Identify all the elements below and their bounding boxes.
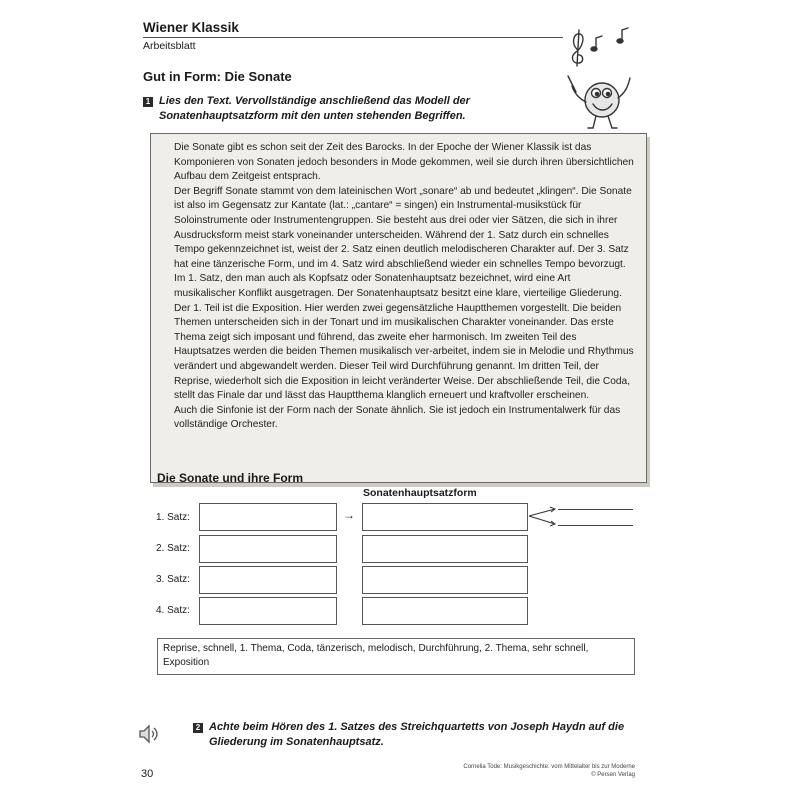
task-2-line-2: Gliederung im Sonatenhauptsatz.: [209, 736, 384, 748]
sonata-form-column-heading: Sonatenhauptsatzform: [363, 487, 477, 499]
task-1-line-2: Sonatenhauptsatzform mit den unten stehenden Begriffen.: [159, 110, 466, 122]
satz-3-input[interactable]: [199, 566, 337, 594]
sonatenhauptsatz-input[interactable]: [362, 503, 528, 531]
sonatenhauptsatz-input[interactable]: [362, 597, 528, 625]
form-section-title: Die Sonate und ihre Form: [157, 471, 304, 485]
task-1-line-1: Lies den Text. Vervollständige anschließend das Modell der: [159, 95, 470, 107]
satz-4-input[interactable]: [199, 597, 337, 625]
task-1-badge: 1: [143, 97, 153, 107]
reading-paragraph: Im 1. Satz, den man auch als Kopfsatz oder Sonatenhauptsatz bezeichnet, wird eine Art musikalischer Konflikt ausgetragen. Der Sonatenhauptsatz besitzt eine klare, vierteilige Gliederung. Der 1. Teil ist die Exposition. Hier werden zwei gegensätzliche Hauptthemen vorgestellt. Die beiden Themen unterscheiden sich in der Tonart und im musikalischen Charakter voneinander. Das erste Thema zeigt sich imposant und führend, das zweite eher harmonisch. Im zweiten Teil des Hauptsatzes werden die beiden Themen musikalisch ver-arbeitet, indem sie in Melodie und Rhythmus verändert und abgewandelt werden. Dieser Teil wird Durchführung genannt. Im dritten Teil, der Reprise, wiederholt sich die Exposition in leicht veränderter Weise. Der abschließende Teil, die Coda, stellt das Finale dar und lässt das Hauptthema klanglich erneuert und kraftvoller erscheinen.: [174, 273, 634, 402]
task-1-instruction: [159, 94, 639, 124]
reading-text: [174, 141, 634, 433]
word-bank-text: Reprise, schnell, 1. Thema, Coda, tänzerisch, melodisch, Durchführung, 2. Thema, sehr schnell, Exposition: [163, 643, 589, 668]
answer-line-lower[interactable]: [558, 525, 633, 526]
section-title: Gut in Form: Die Sonate: [143, 69, 292, 84]
row-label-satz-4: 4. Satz:: [156, 605, 190, 616]
task-2-instruction: [209, 720, 639, 750]
footer-credit: [440, 763, 635, 779]
header-divider: [143, 37, 563, 38]
arrow-icon: →: [343, 508, 355, 522]
answer-line-upper[interactable]: [558, 509, 633, 510]
sonatenhauptsatz-input[interactable]: [362, 566, 528, 594]
page-number: 30: [141, 768, 154, 780]
reading-paragraph: Auch die Sinfonie ist der Form nach der Sonate ähnlich. Sie ist jedoch ein Instrumentalwerk für das vollständige Orchester.: [174, 404, 621, 431]
row-label-satz-3: 3. Satz:: [156, 574, 190, 585]
credit-line-2: © Persen Verlag: [591, 772, 635, 778]
task-2-badge: 2: [193, 723, 203, 733]
satz-2-input[interactable]: [199, 535, 337, 563]
worksheet-title: Wiener Klassik: [143, 20, 239, 35]
worksheet-subtitle: Arbeitsblatt: [143, 40, 196, 52]
sonatenhauptsatz-input[interactable]: [362, 535, 528, 563]
row-label-satz-2: 2. Satz:: [156, 543, 190, 554]
task-2-line-1: Achte beim Hören des 1. Satzes des Streichquartetts von Joseph Haydn auf die: [209, 721, 625, 733]
row-label-satz-1: 1. Satz:: [156, 512, 190, 523]
speaker-icon: [137, 722, 161, 746]
reading-paragraph: Der Begriff Sonate stammt von dem lateinischen Wort „sonare“ ab und bedeutet „klingen“. Die Sonate ist also im Gegensatz zur Kantate (lat.: „cantare“ = singen) ein Instrumental-musikstück für Soloinstrumente oder Instrumentengruppen. Sie besteht aus drei oder vier Sätzen, die sich in ihrer Ausdrucksform meist stark voneinander unterscheiden. Während der 1. Satz durch ein schnelles Tempo gekennzeichnet ist, weist der 2. Satz einen deutlich melodischeren Charakter auf. Der 3. Satz hat eine tänzerische Form, und im 4. Satz wird abschließend wieder ein schnelles Tempo bevorzugt.: [174, 185, 632, 270]
reading-paragraph: Die Sonate gibt es schon seit der Zeit des Barocks. In der Epoche der Wiener Klassik ist das Komponieren von Sonaten jedoch besonders in Mode gekommen, weil sie durch ihren übersichtlichen Aufbau dem Zeitgeist entsprach.: [174, 142, 634, 183]
branch-arrows-icon: [527, 503, 559, 529]
satz-1-input[interactable]: [199, 503, 337, 531]
credit-line-1: Cornelia Tode: Musikgeschichte: vom Mittelalter bis zur Moderne: [463, 764, 635, 770]
